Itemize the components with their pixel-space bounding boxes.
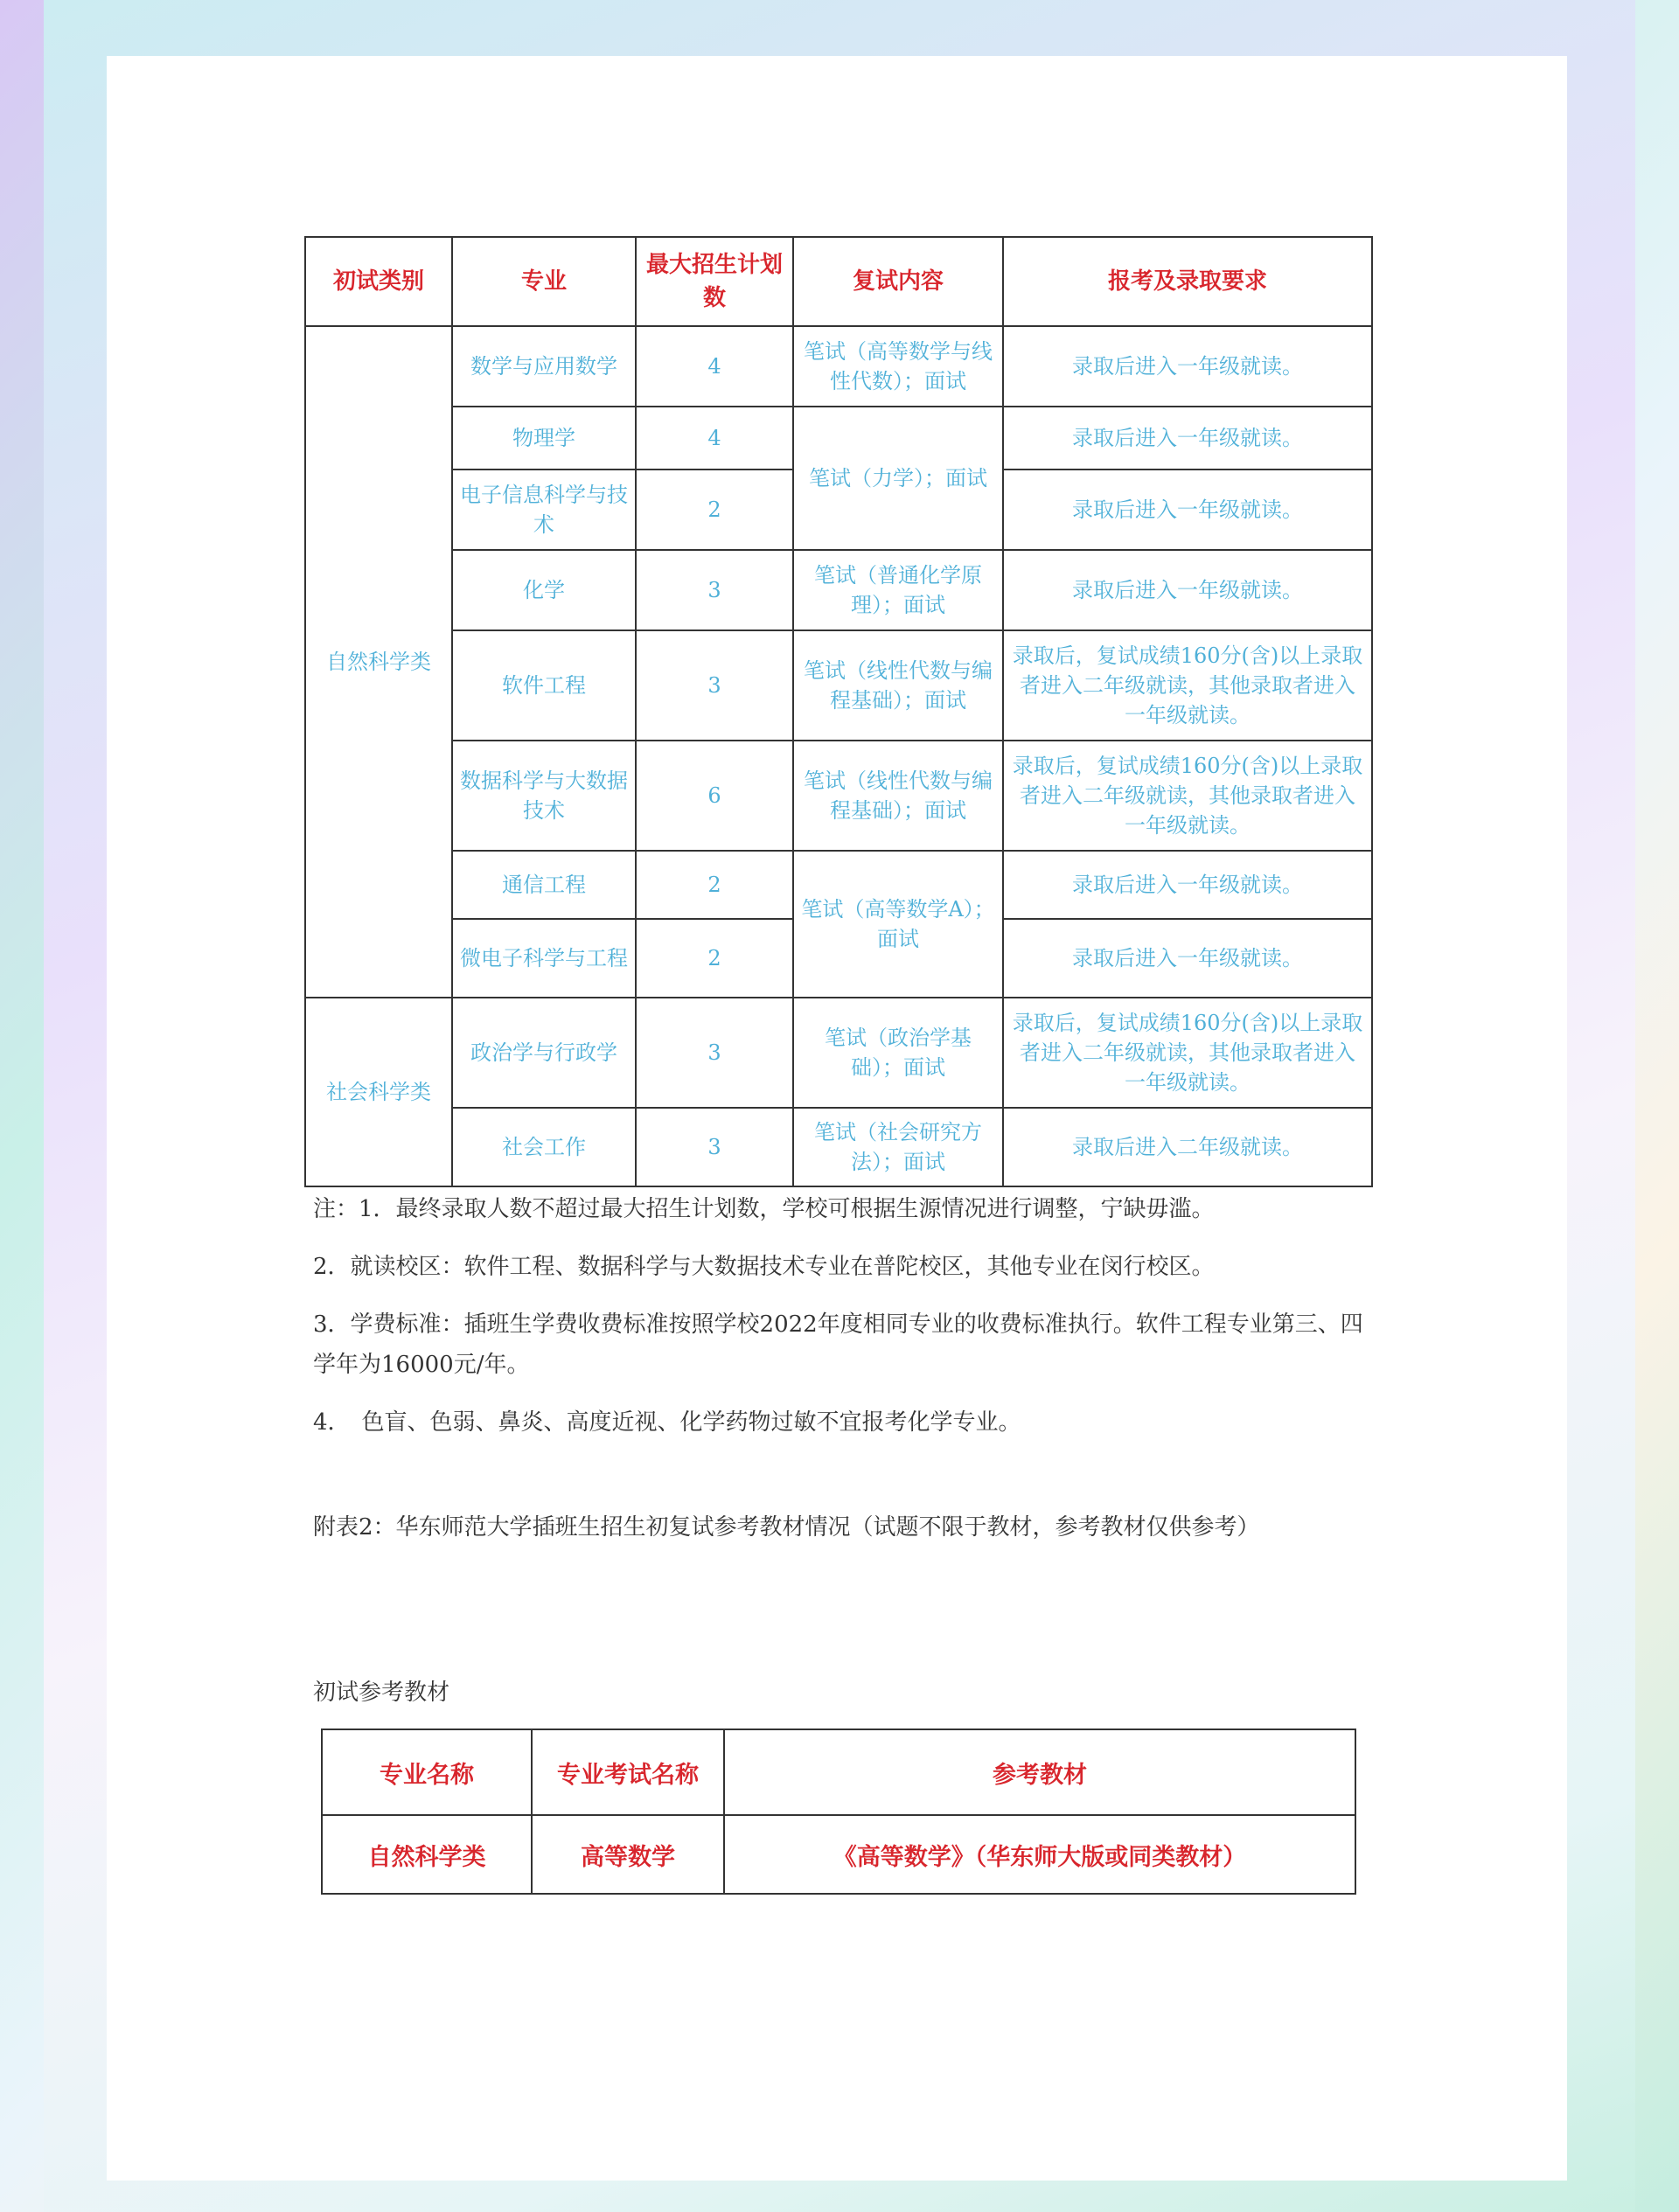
- major-cell: 数据科学与大数据技术: [452, 741, 636, 851]
- notes-section: [313, 1189, 1371, 1460]
- retest-cell: 笔试（普通化学原理）；面试: [793, 550, 1003, 630]
- retest-cell: 笔试（线性代数与编程基础）；面试: [793, 741, 1003, 851]
- header-major-name: 专业名称: [322, 1729, 532, 1815]
- table-row: [305, 1108, 1372, 1186]
- header-reference-book: 参考教材: [724, 1729, 1355, 1815]
- header-retest: 复试内容: [793, 237, 1003, 326]
- header-requirements: 报考及录取要求: [1003, 237, 1372, 326]
- requirement-cell: 录取后，复试成绩160分(含)以上录取者进入二年级就读，其他录取者进入一年级就读。: [1003, 741, 1372, 851]
- retest-cell: 笔试（高等数学A）；面试: [793, 851, 1003, 998]
- note-item: 3．学费标准：插班生学费收费标准按照学校2022年度相同专业的收费标准执行。软件工程专业第三、四学年为16000元/年。: [313, 1311, 1363, 1378]
- requirement-cell: 录取后进入一年级就读。: [1003, 851, 1372, 919]
- table-row: [305, 326, 1372, 407]
- retest-cell: 笔试（线性代数与编程基础）；面试: [793, 630, 1003, 741]
- major-cell: 化学: [452, 550, 636, 630]
- header-exam-name: 专业考试名称: [532, 1729, 724, 1815]
- quota-cell: 4: [636, 407, 793, 470]
- table-row: [305, 741, 1372, 851]
- retest-cell: 笔试（政治学基础）；面试: [793, 998, 1003, 1108]
- requirement-cell: 录取后进入一年级就读。: [1003, 470, 1372, 550]
- reference-books-table: [321, 1729, 1356, 1895]
- requirement-cell: 录取后进入一年级就读。: [1003, 326, 1372, 407]
- requirement-cell: 录取后，复试成绩160分(含)以上录取者进入二年级就读，其他录取者进入一年级就读。: [1003, 998, 1372, 1108]
- quota-cell: 2: [636, 919, 793, 998]
- exam-name-cell: 高等数学: [532, 1815, 724, 1894]
- table-row: [322, 1815, 1355, 1894]
- table-header-row: [305, 237, 1372, 326]
- quota-cell: 2: [636, 470, 793, 550]
- requirement-cell: 录取后进入一年级就读。: [1003, 550, 1372, 630]
- retest-cell: 笔试（高等数学与线性代数）；面试: [793, 326, 1003, 407]
- quota-cell: 3: [636, 998, 793, 1108]
- header-category: 初试类别: [305, 237, 452, 326]
- requirement-cell: 录取后，复试成绩160分(含)以上录取者进入二年级就读，其他录取者进入一年级就读。: [1003, 630, 1372, 741]
- major-cell: 社会工作: [452, 1108, 636, 1186]
- table-caption: 初试参考教材: [313, 1680, 450, 1706]
- note-item: 4． 色盲、色弱、鼻炎、高度近视、化学药物过敏不宜报考化学专业。: [313, 1409, 1021, 1436]
- note-item: 注：1．最终录取人数不超过最大招生计划数，学校可根据生源情况进行调整，宁缺毋滥。: [313, 1196, 1215, 1222]
- admission-plan-table: [304, 236, 1373, 1187]
- quota-cell: 4: [636, 326, 793, 407]
- annex-title: 附表2：华东师范大学插班生招生初复试参考教材情况（试题不限于教材，参考教材仅供参考）: [313, 1514, 1260, 1541]
- table-row: [305, 998, 1372, 1108]
- major-name-cell: 自然科学类: [322, 1815, 532, 1894]
- quota-cell: 6: [636, 741, 793, 851]
- major-cell: 通信工程: [452, 851, 636, 919]
- requirement-cell: 录取后进入一年级就读。: [1003, 919, 1372, 998]
- requirement-cell: 录取后进入二年级就读。: [1003, 1108, 1372, 1186]
- note-item: 2．就读校区：软件工程、数据科学与大数据技术专业在普陀校区，其他专业在闵行校区。: [313, 1254, 1215, 1280]
- retest-cell: 笔试（社会研究方法）；面试: [793, 1108, 1003, 1186]
- major-cell: 政治学与行政学: [452, 998, 636, 1108]
- major-cell: 微电子科学与工程: [452, 919, 636, 998]
- table-header-row: [322, 1729, 1355, 1815]
- category-cell: 社会科学类: [305, 998, 452, 1186]
- major-cell: 物理学: [452, 407, 636, 470]
- table-row: [305, 630, 1372, 741]
- table-row: [305, 407, 1372, 470]
- header-quota: 最大招生计划数: [636, 237, 793, 326]
- major-cell: 电子信息科学与技术: [452, 470, 636, 550]
- table-row: [305, 550, 1372, 630]
- quota-cell: 3: [636, 630, 793, 741]
- reference-book-cell: 《高等数学》（华东师大版或同类教材）: [724, 1815, 1355, 1894]
- table-row: [305, 851, 1372, 919]
- major-cell: 数学与应用数学: [452, 326, 636, 407]
- category-cell: 自然科学类: [305, 326, 452, 998]
- quota-cell: 3: [636, 1108, 793, 1186]
- quota-cell: 3: [636, 550, 793, 630]
- major-cell: 软件工程: [452, 630, 636, 741]
- header-major: 专业: [452, 237, 636, 326]
- retest-cell: 笔试（力学）；面试: [793, 407, 1003, 550]
- quota-cell: 2: [636, 851, 793, 919]
- requirement-cell: 录取后进入一年级就读。: [1003, 407, 1372, 470]
